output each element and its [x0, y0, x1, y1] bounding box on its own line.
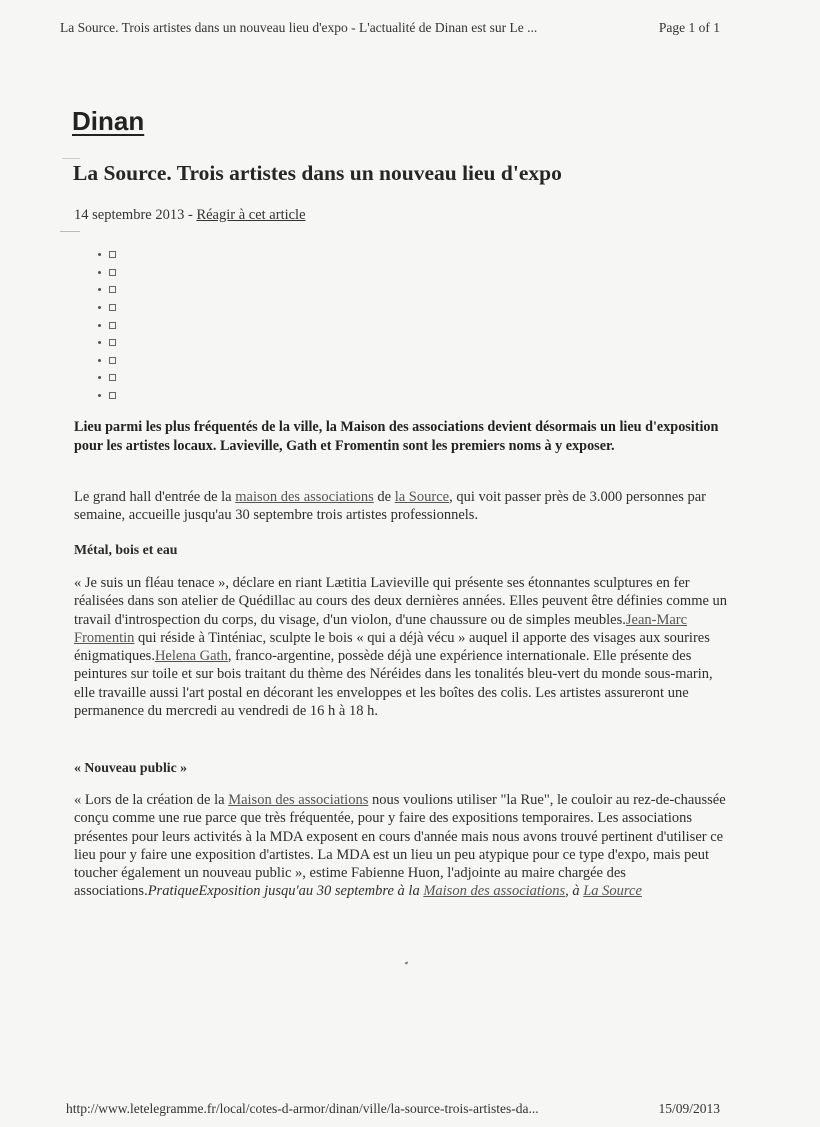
share-icon[interactable] — [109, 286, 116, 293]
print-footer — [66, 1101, 720, 1117]
share-item[interactable] — [98, 369, 116, 387]
bullet-icon — [98, 359, 101, 362]
bullet-icon — [98, 394, 101, 397]
link-maison-associations-2[interactable]: Maison des associations — [228, 792, 369, 808]
print-header — [60, 20, 720, 36]
text-run: « Lors de la création de la — [74, 792, 229, 808]
subheading-metal: Métal, bois et eau — [74, 542, 178, 557]
share-icon[interactable] — [109, 251, 116, 258]
share-icon[interactable] — [109, 357, 116, 364]
bullet-icon — [98, 376, 101, 379]
text-run: , franco-argentine, possède déjà une expérience internationale. Elle présente des peintures sur toile et sur bois traitant du thème des Néréides dans les tonalités bleu-vert du monde sous-marin, elle travaille aussi l'art postal en décorant les enveloppes et les boîtes des colis. Les artistes assureront une permanence du mercredi au vendredi de 16 h à 18 h. — [74, 648, 713, 720]
share-item[interactable] — [98, 299, 116, 317]
share-icons-list — [98, 246, 116, 404]
share-item[interactable] — [98, 246, 116, 264]
dateline — [74, 207, 306, 224]
paragraph-intro — [74, 488, 734, 525]
print-page-number: Page 1 of 1 — [658, 20, 720, 35]
subheading-nouveau-public: « Nouveau public » — [74, 760, 188, 775]
scan-mark — [60, 231, 80, 232]
text-run-italic: PratiqueExposition jusqu'au 30 septembre à la — [147, 883, 424, 900]
scan-mark — [62, 158, 80, 159]
link-fromentin[interactable]: Jean-Marc Fromentin — [74, 611, 688, 646]
print-page-title: La Source. Trois artistes dans un nouveau lieu d'expo - L'actualité de Dinan est sur Le ... — [60, 20, 538, 35]
print-date: 15/09/2013 — [658, 1101, 720, 1116]
share-item[interactable] — [98, 334, 116, 352]
text-run: de — [373, 489, 395, 505]
dateline-separator: - — [184, 207, 197, 223]
bullet-icon — [98, 306, 101, 309]
bullet-icon — [98, 271, 101, 274]
share-item[interactable] — [98, 387, 116, 405]
article-lede: Lieu parmi les plus fréquentés de la ville, la Maison des associations devient désormais un lieu d'exposition pour les artistes locaux. Lavieville, Gath et Fromentin sont les premiers noms à y exposer. — [74, 419, 719, 454]
paragraph-quote — [74, 791, 734, 901]
text-run: qui réside à Tinténiac, sculpte le bois « qui a déjà vécu » auquel il apporte des visages aux sourires énigmatiques. — [74, 629, 710, 665]
print-url: http://www.letelegramme.fr/local/cotes-d-armor/dinan/ville/la-source-trois-artistes-da... — [66, 1101, 539, 1116]
bullet-icon — [98, 288, 101, 291]
link-maison-associations[interactable]: maison des associations — [235, 489, 374, 505]
paragraph-artists — [74, 574, 734, 720]
share-item[interactable] — [98, 316, 116, 334]
bullet-icon — [98, 253, 101, 256]
text-run: Le grand hall d'entrée de la — [74, 489, 236, 505]
text-run: nous voulions utiliser "la Rue", le couloir au rez-de-chaussée conçu comme une rue parce que très fréquentée, pour y faire des expositions temporaires. Les associations présentes pour leurs activités à la MDA exposent en cours d'année mais nous avons trouvé pertinent d'utiliser ce lieu pour y faire une exposition d'artistes. La MDA est un lieu un peu atypique pour ce type d'expo, mais peut toucher également un nouveau public », estime Fabienne Huon, l'adjointe au maire chargée des associations. — [74, 792, 726, 900]
share-item[interactable] — [98, 352, 116, 370]
text-run: « Je suis un fléau tenace », déclare en riant Lætitia Lavieville qui présente ses étonnantes sculptures en fer réalisées dans son atelier de Quédillac au cours des deux dernières années. Elles peuvent être définies comme un travail d'introspection du corps, du visage, d'un violon, d'une chaussure ou de simples meubles. — [74, 575, 728, 628]
link-la-source[interactable]: la Source — [394, 489, 450, 505]
scan-mark — [405, 961, 409, 964]
bullet-icon — [98, 341, 101, 344]
share-icon[interactable] — [109, 374, 116, 381]
link-maison-associations-3[interactable]: Maison des associations — [423, 883, 566, 900]
share-icon[interactable] — [109, 304, 116, 311]
react-link[interactable]: Réagir à cet article — [196, 207, 306, 223]
text-run: , qui voit passer près de 3.000 personnes par semaine, accueille jusqu'au 30 septembre trois artistes professionnels. — [74, 489, 706, 524]
link-la-source-2[interactable]: La Source — [583, 883, 642, 900]
share-item[interactable] — [98, 281, 116, 299]
article-headline: La Source. Trois artistes dans un nouveau lieu d'expo — [73, 161, 562, 185]
share-item[interactable] — [98, 264, 116, 282]
article-date: 14 septembre 2013 — [74, 207, 185, 223]
share-icon[interactable] — [109, 322, 116, 329]
link-gath[interactable]: Helena Gath — [154, 648, 228, 665]
bullet-icon — [98, 324, 101, 327]
share-icon[interactable] — [109, 269, 116, 276]
share-icon[interactable] — [109, 339, 116, 346]
section-title[interactable]: Dinan — [72, 106, 145, 136]
share-icon[interactable] — [109, 392, 116, 399]
text-run-italic: , à — [565, 883, 584, 900]
